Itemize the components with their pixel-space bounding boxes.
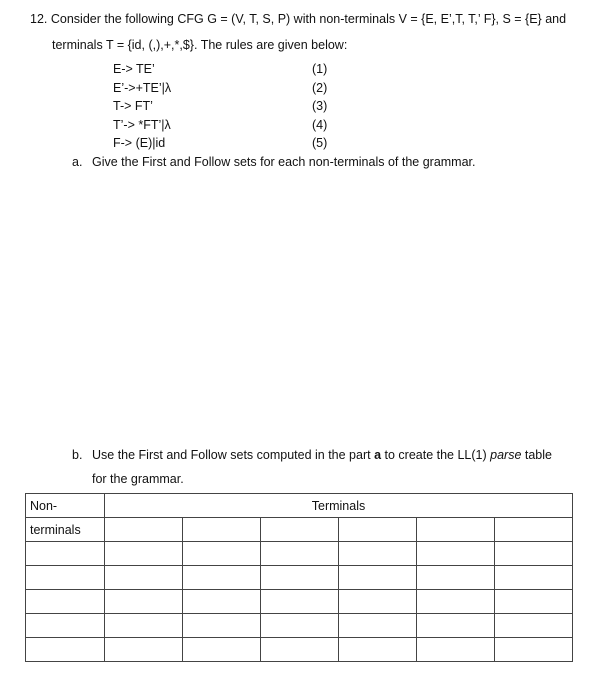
table-cell[interactable] bbox=[105, 614, 183, 638]
table-row bbox=[26, 614, 573, 638]
table-cell[interactable] bbox=[261, 638, 339, 662]
table-row bbox=[26, 590, 573, 614]
table-cell[interactable] bbox=[183, 542, 261, 566]
part-a-text: Give the First and Follow sets for each non-terminals of the grammar. bbox=[92, 155, 476, 169]
table-row bbox=[26, 566, 573, 590]
rule-3-number: (3) bbox=[312, 99, 328, 113]
rule-2-number: (2) bbox=[312, 81, 328, 95]
part-b-text-line-1 bbox=[92, 448, 552, 462]
table-cell[interactable] bbox=[105, 638, 183, 662]
part-b-text-bold: a bbox=[374, 448, 382, 462]
table-row bbox=[26, 638, 573, 662]
table-cell[interactable] bbox=[417, 638, 495, 662]
table-cell[interactable] bbox=[261, 590, 339, 614]
part-b-text-line-2: for the grammar. bbox=[92, 472, 184, 486]
table-cell[interactable] bbox=[417, 518, 495, 542]
rule-5: F-> (E)|id bbox=[113, 136, 166, 150]
table-cell[interactable] bbox=[183, 518, 261, 542]
table-row bbox=[26, 518, 573, 542]
table-cell[interactable] bbox=[339, 518, 417, 542]
table-cell[interactable] bbox=[339, 542, 417, 566]
table-cell[interactable] bbox=[105, 566, 183, 590]
table-cell[interactable] bbox=[417, 542, 495, 566]
parse-table bbox=[25, 493, 573, 662]
table-cell[interactable] bbox=[495, 590, 573, 614]
table-cell[interactable] bbox=[105, 542, 183, 566]
table-cell[interactable] bbox=[183, 614, 261, 638]
table-cell[interactable] bbox=[183, 566, 261, 590]
table-cell[interactable] bbox=[261, 542, 339, 566]
table-cell[interactable] bbox=[339, 566, 417, 590]
rule-4-number: (4) bbox=[312, 118, 328, 132]
table-cell[interactable] bbox=[261, 614, 339, 638]
table-cell[interactable] bbox=[105, 518, 183, 542]
table-cell[interactable] bbox=[495, 542, 573, 566]
header-nonterminals-top: Non- bbox=[26, 494, 105, 518]
header-nonterminals-bottom: terminals bbox=[26, 518, 105, 542]
table-cell[interactable] bbox=[26, 590, 105, 614]
table-header-row bbox=[26, 494, 573, 518]
table-cell[interactable] bbox=[417, 614, 495, 638]
table-cell[interactable] bbox=[183, 590, 261, 614]
table-cell[interactable] bbox=[417, 590, 495, 614]
table-cell[interactable] bbox=[26, 614, 105, 638]
part-a-label: a. bbox=[72, 155, 83, 169]
rule-4: T’-> *FT’|λ bbox=[113, 118, 171, 132]
question-text-line-2: terminals T = {id, (,),+,*,$}. The rules are given below: bbox=[52, 38, 348, 52]
question-text-line-1: Consider the following CFG G = (V, T, S, P) with non-terminals V = {E, E’,T, T,’ F}, S = {E} and bbox=[50, 12, 567, 26]
table-cell[interactable] bbox=[261, 566, 339, 590]
rule-2: E’->+TE’|λ bbox=[113, 81, 172, 95]
table-cell[interactable] bbox=[495, 518, 573, 542]
part-b-text-before: Use the First and Follow sets computed in the part bbox=[92, 448, 375, 462]
part-b-label: b. bbox=[72, 448, 83, 462]
rule-1-number: (1) bbox=[312, 62, 328, 76]
table-cell[interactable] bbox=[417, 566, 495, 590]
part-b-text-after: table bbox=[521, 448, 552, 462]
table-cell[interactable] bbox=[26, 638, 105, 662]
table-cell[interactable] bbox=[26, 542, 105, 566]
part-b-text-mid: to create the LL(1) bbox=[381, 448, 491, 462]
table-cell[interactable] bbox=[105, 590, 183, 614]
table-cell[interactable] bbox=[495, 566, 573, 590]
part-b-text-italic: parse bbox=[490, 448, 522, 462]
table-cell[interactable] bbox=[339, 590, 417, 614]
rule-1: E-> TE’ bbox=[113, 62, 155, 76]
rule-5-number: (5) bbox=[312, 136, 328, 150]
rule-3: T-> FT’ bbox=[113, 99, 153, 113]
table-cell[interactable] bbox=[183, 638, 261, 662]
header-terminals: Terminals bbox=[105, 494, 573, 518]
table-row bbox=[26, 542, 573, 566]
table-cell[interactable] bbox=[339, 638, 417, 662]
question-line-1 bbox=[30, 12, 566, 26]
table-cell[interactable] bbox=[26, 566, 105, 590]
table-cell[interactable] bbox=[261, 518, 339, 542]
table-cell[interactable] bbox=[339, 614, 417, 638]
table-cell[interactable] bbox=[495, 638, 573, 662]
question-number: 12. bbox=[30, 12, 48, 26]
table-cell[interactable] bbox=[495, 614, 573, 638]
